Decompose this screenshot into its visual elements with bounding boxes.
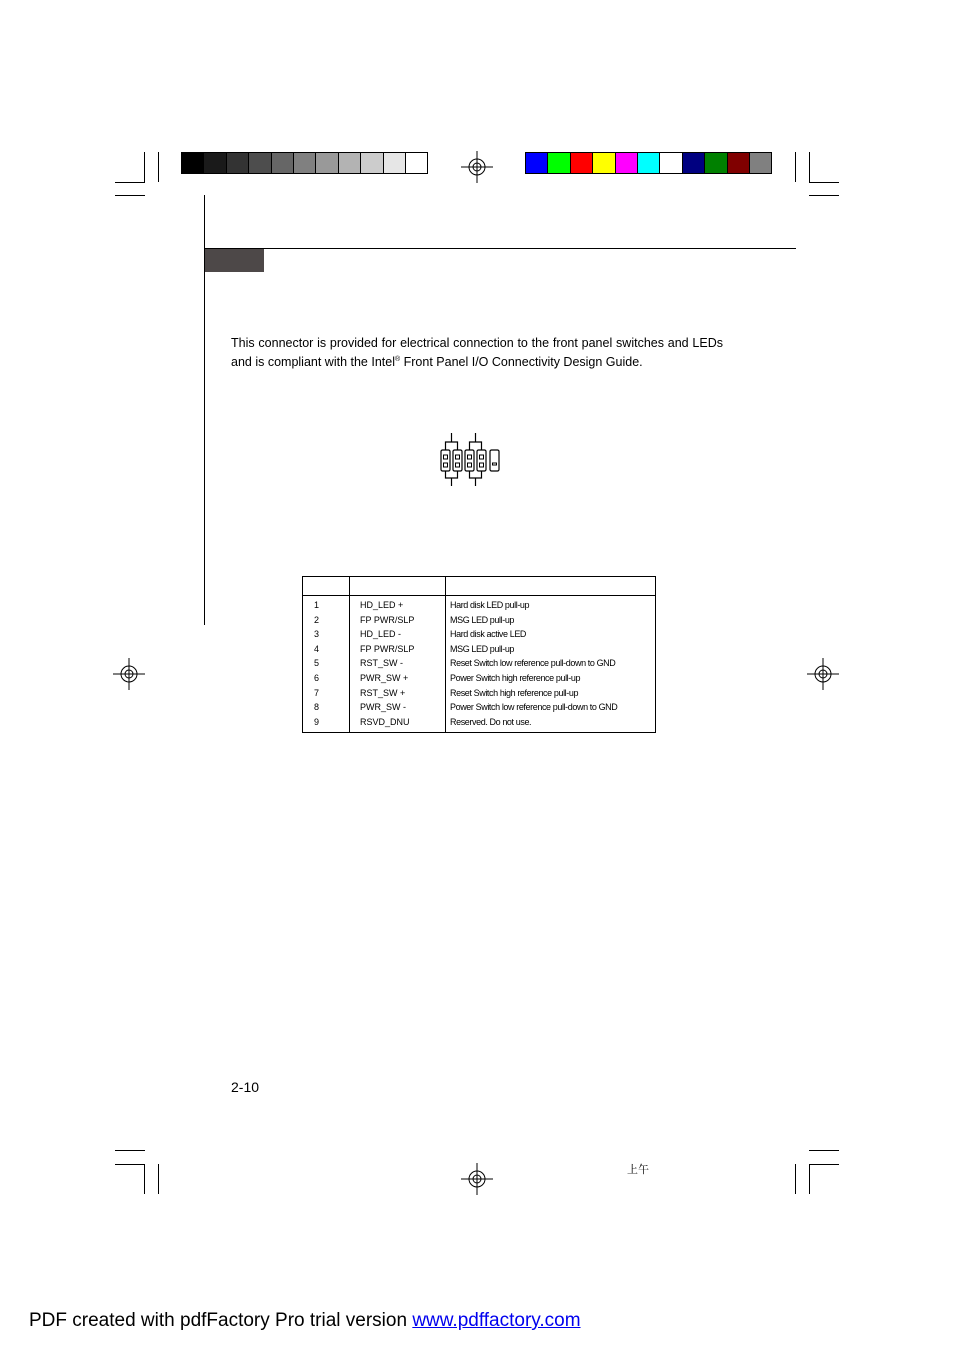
color-swatch — [570, 152, 593, 174]
pin-cell: 4 — [314, 643, 320, 654]
gray-swatch — [271, 152, 294, 174]
gray-swatch — [248, 152, 271, 174]
table-header-row — [303, 578, 655, 593]
pdffactory-link[interactable]: www.pdffactory.com — [412, 1310, 581, 1331]
chapter-tab — [205, 249, 264, 272]
signal-cell: RST_SW - — [360, 658, 404, 669]
table-row — [303, 627, 655, 642]
pin-cell: 8 — [314, 702, 320, 713]
table-row — [303, 671, 655, 686]
color-swatch — [637, 152, 660, 174]
pin-cell: 9 — [314, 716, 320, 727]
signal-cell: RSVD_DNU — [360, 716, 410, 727]
table-row — [303, 642, 655, 657]
description-cell: Reserved. Do not use. — [450, 716, 532, 727]
pdf-creator-footer: PDF created with pdfFactory Pro trial version www.pdffactory.com — [29, 1310, 581, 1331]
description-cell: Power Switch low reference pull-down to GND — [450, 702, 618, 713]
pin-cell: 5 — [314, 658, 320, 669]
description-cell: Hard disk LED pull-up — [450, 600, 530, 610]
signal-cell: HD_LED - — [360, 629, 402, 640]
gray-swatch — [338, 152, 361, 174]
gray-swatch — [315, 152, 338, 174]
pin-cell: 3 — [314, 629, 320, 640]
registration-mark-top-icon — [461, 151, 493, 183]
gray-swatch — [203, 152, 226, 174]
table-row — [303, 715, 655, 730]
gray-swatch — [226, 152, 249, 174]
table-header-rule — [303, 595, 655, 596]
pin-definition-table — [302, 576, 656, 733]
print-slug: 上午 — [627, 1163, 649, 1176]
intro-paragraph: This connector is provided for electrical connection to the front panel switches and LEDs and is compliant with the Intel® Front Panel I/O Connectivity Design Guide. — [231, 336, 723, 369]
registration-mark-left-icon — [113, 658, 145, 690]
color-swatch — [659, 152, 682, 174]
color-swatch — [615, 152, 638, 174]
table-row — [303, 656, 655, 671]
color-swatch — [525, 152, 548, 174]
registered-mark: ® — [394, 355, 401, 363]
pin-cell: 6 — [314, 673, 320, 683]
color-swatch — [547, 152, 570, 174]
color-swatch — [682, 152, 705, 174]
gray-swatch — [360, 152, 383, 174]
description-cell: Hard disk active LED — [450, 629, 527, 640]
signal-cell: PWR_SW + — [360, 673, 409, 683]
gray-swatch — [383, 152, 406, 174]
page-number: 2-10 — [231, 1079, 260, 1095]
description-cell: MSG LED pull-up — [450, 643, 515, 654]
header-rule — [204, 248, 796, 249]
color-swatch — [704, 152, 727, 174]
signal-cell: FP PWR/SLP — [360, 614, 415, 625]
description-cell: MSG LED pull-up — [450, 614, 515, 625]
table-row — [303, 700, 655, 715]
pin-cell: 7 — [314, 687, 320, 698]
description-cell: Reset Switch high reference pull-up — [450, 687, 579, 698]
gray-swatch — [293, 152, 316, 174]
pin-cell: 1 — [314, 600, 320, 610]
signal-cell: PWR_SW - — [360, 702, 406, 713]
pin-cell: 2 — [314, 614, 320, 625]
gray-swatch — [405, 152, 428, 174]
table-row — [303, 598, 655, 613]
color-swatch — [727, 152, 750, 174]
color-swatch — [749, 152, 772, 174]
registration-mark-bottom-icon — [461, 1163, 493, 1195]
table-row — [303, 686, 655, 701]
front-panel-connector-diagram — [436, 430, 506, 488]
description-cell: Power Switch high reference pull-up — [450, 673, 581, 683]
gray-swatch — [181, 152, 204, 174]
signal-cell: FP PWR/SLP — [360, 643, 415, 654]
registration-mark-right-icon — [807, 658, 839, 690]
signal-cell: HD_LED + — [360, 600, 404, 610]
color-swatch — [592, 152, 615, 174]
signal-cell: RST_SW + — [360, 687, 406, 698]
table-row — [303, 613, 655, 628]
description-cell: Reset Switch low reference pull-down to GND — [450, 658, 616, 669]
